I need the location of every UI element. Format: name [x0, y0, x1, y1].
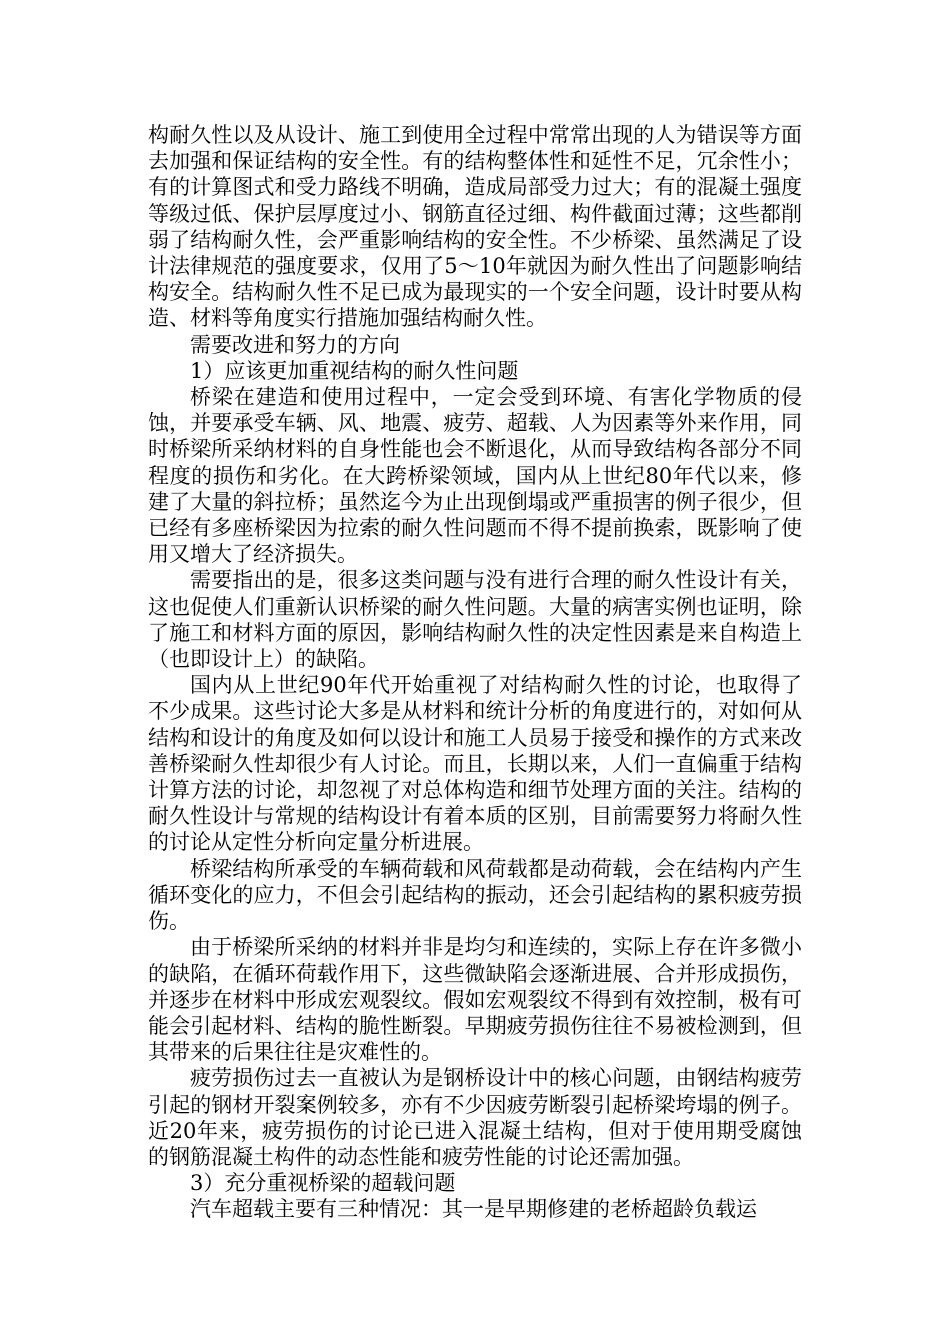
section-heading-improvement-direction: 需要改进和努力的方向: [190, 332, 400, 357]
paragraph-durability-safety: 构耐久性以及从设计、施工到使用全过程中常常出现的人为错误等方面去加强和保证结构的安全性。有的结构整体性和延性不足，冗余性小；有的计算图式和受力路线不明确，造成局部受力过大；有的混凝土强度等级过低、保护层厚度过小、钢筋直径过细、构件截面过薄；这些都削弱了结构耐久性，会严重影响结构的安全性。不少桥梁、虽然满足了设计法律规范的强度要求，仅用了5～10年就因为耐久性出了问题影响结构安全。结构耐久性不足已成为最现实的一个安全问题，设计时要从构造、材料等角度实行措施加强结构耐久性。: [148, 123, 802, 331]
paragraph-overload-cases: 汽车超载主要有三种情况：其一是早期修建的老桥超龄负载运: [190, 1197, 757, 1222]
paragraph-domestic-research: 国内从上世纪90年代开始重视了对结构耐久性的讨论，也取得了不少成果。这些讨论大多是从材料和统计分析的角度进行的，对如何从结构和设计的角度及如何以设计和施工人员易于接受和操作的方式来改善桥梁耐久性却很少有人讨论。而且，长期以来，人们一直偏重于结构计算方法的讨论，却忽视了对总体构造和细节处理方面的关注。结构的耐久性设计与常规的结构设计有着本质的区别，目前需要努力将耐久性的讨论从定性分析向定量分析进展。: [148, 673, 802, 855]
subheading-durability: 1）应该更加重视结构的耐久性问题: [190, 358, 519, 383]
subheading-overload: 3）充分重视桥梁的超载问题: [190, 1171, 456, 1196]
document-page: [148, 122, 802, 1223]
paragraph-material-defects: 由于桥梁所采纳的材料并非是均匀和连续的，实际上存在许多微小的缺陷，在循环荷载作用下，这些微缺陷会逐渐进展、合并形成损伤，并逐步在材料中形成宏观裂纹。假如宏观裂纹不得到有效控制，极有可能会引起材料、结构的脆性断裂。早期疲劳损伤往往不易被检测到，但其带来的后果往往是灾难性的。: [148, 935, 802, 1065]
paragraph-fatigue-damage: 疲劳损伤过去一直被认为是钢桥设计中的核心问题，由钢结构疲劳引起的钢材开裂案例较多，亦有不少因疲劳断裂引起桥梁垮塌的例子。近20年来，疲劳损伤的讨论已进入混凝土结构，但对于使用期受腐蚀的钢筋混凝土构件的动态性能和疲劳性能的讨论还需加强。: [148, 1066, 802, 1169]
paragraph-bridge-erosion: 桥梁在建造和使用过程中，一定会受到环境、有害化学物质的侵蚀，并要承受车辆、风、地震、疲劳、超载、人为因素等外来作用，同时桥梁所采纳材料的自身性能也会不断退化，从而导致结构各部分不同程度的损伤和劣化。在大跨桥梁领域，国内从上世纪80年代以来，修建了大量的斜拉桥；虽然迄今为止出现倒塌或严重损害的例子很少，但已经有多座桥梁因为拉索的耐久性问题而不得不提前换索，既影响了使用又增大了经济损失。: [148, 385, 802, 567]
paragraph-dynamic-loads: 桥梁结构所承受的车辆荷载和风荷载都是动荷载，会在结构内产生循环变化的应力，不但会引起结构的振动，还会引起结构的累积疲劳损伤。: [148, 856, 802, 934]
paragraph-design-defects: 需要指出的是，很多这类问题与没有进行合理的耐久性设计有关，这也促使人们重新认识桥梁的耐久性问题。大量的病害实例也证明，除了施工和材料方面的原因，影响结构耐久性的决定性因素是来自构造上（也即设计上）的缺陷。: [148, 568, 802, 672]
